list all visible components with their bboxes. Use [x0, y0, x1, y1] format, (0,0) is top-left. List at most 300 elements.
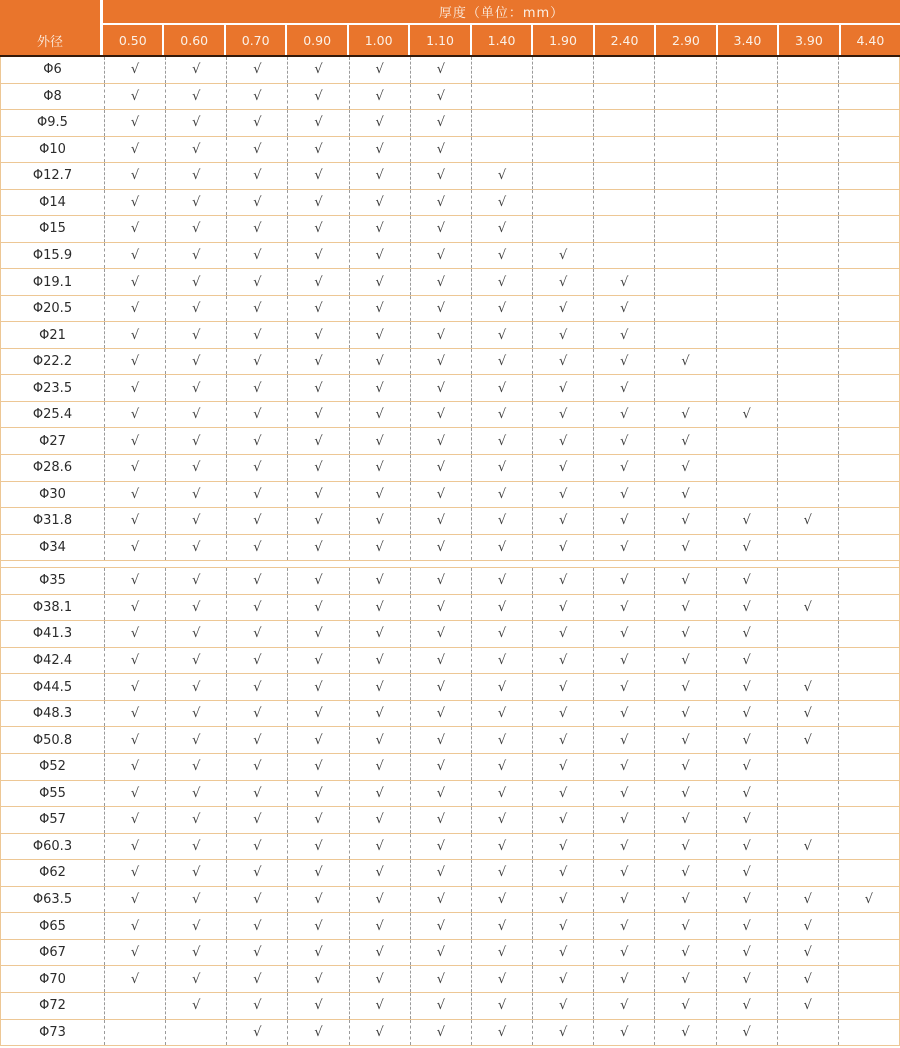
empty-cell	[838, 701, 899, 727]
check-cell: √	[165, 322, 226, 348]
empty-cell	[716, 428, 777, 454]
check-cell: √	[165, 781, 226, 807]
check-cell: √	[593, 727, 654, 753]
check-cell: √	[104, 781, 165, 807]
check-cell: √	[471, 482, 532, 508]
table-row	[1, 508, 899, 535]
empty-cell	[471, 137, 532, 163]
check-cell: √	[471, 621, 532, 647]
check-cell: √	[716, 966, 777, 992]
diameter-label: Φ34	[39, 539, 66, 555]
empty-cell	[654, 322, 715, 348]
section-divider	[1, 561, 899, 568]
table-row	[1, 913, 899, 940]
check-cell: √	[165, 84, 226, 110]
check-cell: √	[165, 535, 226, 561]
diameter-label: Φ38.1	[32, 599, 73, 615]
check-cell: √	[777, 966, 838, 992]
empty-cell	[777, 375, 838, 401]
check-cell: √	[410, 216, 471, 242]
check-cell: √	[226, 296, 287, 322]
thickness-header-group	[103, 0, 900, 55]
check-cell: √	[777, 701, 838, 727]
check-cell: √	[104, 322, 165, 348]
check-cell: √	[287, 428, 348, 454]
table-row	[1, 190, 899, 217]
check-cell: √	[226, 913, 287, 939]
check-cell: √	[716, 807, 777, 833]
empty-cell	[838, 648, 899, 674]
check-cell: √	[716, 727, 777, 753]
thickness-col-header: 3.40	[718, 25, 779, 55]
check-cell: √	[165, 163, 226, 189]
check-cell: √	[349, 674, 410, 700]
empty-cell	[716, 322, 777, 348]
check-cell: √	[716, 754, 777, 780]
empty-cell	[838, 137, 899, 163]
check-cell: √	[471, 243, 532, 269]
check-cell: √	[104, 727, 165, 753]
empty-cell	[777, 482, 838, 508]
table-row	[1, 402, 899, 429]
empty-cell	[838, 535, 899, 561]
empty-cell	[593, 243, 654, 269]
table-row	[1, 428, 899, 455]
check-cell: √	[104, 455, 165, 481]
check-cell: √	[104, 84, 165, 110]
check-cell: √	[349, 966, 410, 992]
empty-cell	[777, 568, 838, 594]
empty-cell	[654, 137, 715, 163]
check-cell: √	[226, 402, 287, 428]
check-cell: √	[471, 163, 532, 189]
empty-cell	[716, 110, 777, 136]
table-row	[1, 322, 899, 349]
check-cell: √	[471, 993, 532, 1019]
empty-cell	[777, 190, 838, 216]
empty-cell	[777, 137, 838, 163]
empty-cell	[838, 428, 899, 454]
empty-cell	[838, 402, 899, 428]
check-cell: √	[410, 57, 471, 83]
check-cell: √	[226, 269, 287, 295]
check-cell: √	[593, 1020, 654, 1046]
check-cell: √	[287, 402, 348, 428]
check-cell: √	[410, 568, 471, 594]
empty-cell	[838, 940, 899, 966]
check-cell: √	[349, 508, 410, 534]
thickness-col-header: 1.10	[410, 25, 471, 55]
check-cell: √	[226, 887, 287, 913]
empty-cell	[838, 243, 899, 269]
check-cell: √	[349, 163, 410, 189]
check-cell: √	[287, 482, 348, 508]
check-cell: √	[532, 296, 593, 322]
table-row	[1, 807, 899, 834]
check-cell: √	[593, 621, 654, 647]
diameter-label: Φ52	[39, 759, 66, 775]
check-cell: √	[287, 535, 348, 561]
check-cell: √	[349, 913, 410, 939]
check-cell: √	[349, 243, 410, 269]
check-cell: √	[287, 913, 348, 939]
table-row	[1, 1020, 899, 1047]
diameter-label: Φ62	[39, 865, 66, 881]
check-cell: √	[287, 860, 348, 886]
check-cell: √	[349, 807, 410, 833]
check-cell: √	[226, 84, 287, 110]
check-cell: √	[410, 913, 471, 939]
empty-cell	[777, 621, 838, 647]
thickness-col-header: 2.90	[656, 25, 717, 55]
table-row	[1, 887, 899, 914]
check-cell: √	[104, 621, 165, 647]
check-cell: √	[777, 595, 838, 621]
empty-cell	[838, 781, 899, 807]
empty-cell	[838, 57, 899, 83]
check-cell: √	[104, 163, 165, 189]
check-cell: √	[104, 913, 165, 939]
check-cell: √	[654, 595, 715, 621]
table-row	[1, 216, 899, 243]
thickness-header-row	[103, 25, 900, 55]
check-cell: √	[410, 137, 471, 163]
check-cell: √	[165, 754, 226, 780]
empty-cell	[777, 754, 838, 780]
table-row	[1, 482, 899, 509]
empty-cell	[593, 216, 654, 242]
check-cell: √	[226, 57, 287, 83]
empty-cell	[716, 190, 777, 216]
thickness-col-header: 0.90	[287, 25, 348, 55]
diameter-label: Φ48.3	[32, 706, 73, 722]
table-row	[1, 860, 899, 887]
check-cell: √	[104, 754, 165, 780]
table-row	[1, 269, 899, 296]
diameter-label: Φ23.5	[32, 380, 73, 396]
check-cell: √	[287, 754, 348, 780]
empty-cell	[716, 137, 777, 163]
check-cell: √	[654, 1020, 715, 1046]
check-cell: √	[349, 402, 410, 428]
empty-cell	[654, 375, 715, 401]
table-row	[1, 621, 899, 648]
empty-cell	[716, 163, 777, 189]
check-cell: √	[654, 966, 715, 992]
check-cell: √	[593, 966, 654, 992]
check-cell: √	[410, 243, 471, 269]
check-cell: √	[471, 375, 532, 401]
empty-cell	[716, 482, 777, 508]
check-cell: √	[593, 296, 654, 322]
check-cell: √	[471, 913, 532, 939]
check-cell: √	[165, 595, 226, 621]
check-cell: √	[165, 621, 226, 647]
empty-cell	[654, 269, 715, 295]
empty-cell	[777, 322, 838, 348]
check-cell: √	[349, 296, 410, 322]
check-cell: √	[654, 568, 715, 594]
empty-cell	[532, 84, 593, 110]
check-cell: √	[654, 701, 715, 727]
check-cell: √	[777, 508, 838, 534]
check-cell: √	[349, 648, 410, 674]
empty-cell	[777, 163, 838, 189]
table-row	[1, 349, 899, 376]
check-cell: √	[226, 535, 287, 561]
empty-cell	[838, 674, 899, 700]
check-cell: √	[165, 455, 226, 481]
check-cell: √	[716, 568, 777, 594]
check-cell: √	[287, 568, 348, 594]
check-cell: √	[287, 110, 348, 136]
check-cell: √	[165, 296, 226, 322]
diameter-label: Φ63.5	[32, 892, 73, 908]
check-cell: √	[410, 110, 471, 136]
empty-cell	[716, 84, 777, 110]
check-cell: √	[410, 428, 471, 454]
empty-cell	[654, 296, 715, 322]
empty-cell	[716, 57, 777, 83]
check-cell: √	[165, 508, 226, 534]
check-cell: √	[593, 568, 654, 594]
check-cell: √	[654, 674, 715, 700]
empty-cell	[838, 913, 899, 939]
empty-cell	[777, 1020, 838, 1046]
table-row	[1, 966, 899, 993]
check-cell: √	[104, 648, 165, 674]
check-cell: √	[104, 535, 165, 561]
check-cell: √	[410, 727, 471, 753]
check-cell: √	[471, 595, 532, 621]
check-cell: √	[410, 1020, 471, 1046]
empty-cell	[104, 993, 165, 1019]
check-cell: √	[226, 163, 287, 189]
table-row	[1, 648, 899, 675]
empty-cell	[838, 296, 899, 322]
check-cell: √	[104, 57, 165, 83]
check-cell: √	[654, 349, 715, 375]
diameter-label: Φ19.1	[32, 274, 73, 290]
check-cell: √	[287, 834, 348, 860]
check-cell: √	[165, 216, 226, 242]
empty-cell	[471, 84, 532, 110]
check-cell: √	[287, 57, 348, 83]
check-cell: √	[104, 860, 165, 886]
check-cell: √	[287, 674, 348, 700]
diameter-label: Φ42.4	[32, 652, 73, 668]
check-cell: √	[287, 243, 348, 269]
check-cell: √	[654, 781, 715, 807]
diameter-label: Φ72	[39, 998, 66, 1014]
diameter-label: Φ35	[39, 573, 66, 589]
check-cell: √	[654, 648, 715, 674]
check-cell: √	[410, 349, 471, 375]
check-cell: √	[165, 701, 226, 727]
check-cell: √	[226, 860, 287, 886]
check-cell: √	[226, 966, 287, 992]
diameter-label: Φ41.3	[32, 626, 73, 642]
check-cell: √	[104, 595, 165, 621]
check-cell: √	[165, 648, 226, 674]
check-cell: √	[654, 428, 715, 454]
empty-cell	[838, 216, 899, 242]
check-cell: √	[165, 860, 226, 886]
empty-cell	[838, 110, 899, 136]
check-cell: √	[410, 940, 471, 966]
check-cell: √	[410, 807, 471, 833]
empty-cell	[777, 84, 838, 110]
table-row	[1, 727, 899, 754]
check-cell: √	[471, 860, 532, 886]
check-cell: √	[593, 993, 654, 1019]
check-cell: √	[287, 163, 348, 189]
check-cell: √	[593, 674, 654, 700]
check-cell: √	[287, 727, 348, 753]
check-cell: √	[165, 110, 226, 136]
check-cell: √	[349, 860, 410, 886]
check-cell: √	[716, 701, 777, 727]
empty-cell	[593, 190, 654, 216]
check-cell: √	[165, 993, 226, 1019]
thickness-col-header: 1.00	[349, 25, 410, 55]
check-cell: √	[287, 1020, 348, 1046]
check-cell: √	[410, 296, 471, 322]
check-cell: √	[287, 84, 348, 110]
check-cell: √	[654, 913, 715, 939]
check-cell: √	[349, 57, 410, 83]
check-cell: √	[716, 1020, 777, 1046]
diameter-label: Φ22.2	[32, 354, 73, 370]
empty-cell	[777, 455, 838, 481]
check-cell: √	[471, 807, 532, 833]
check-cell: √	[349, 216, 410, 242]
empty-cell	[777, 216, 838, 242]
check-cell: √	[165, 727, 226, 753]
check-cell: √	[532, 595, 593, 621]
empty-cell	[593, 137, 654, 163]
check-cell: √	[532, 674, 593, 700]
diameter-label: Φ14	[39, 194, 66, 210]
check-cell: √	[349, 595, 410, 621]
check-cell: √	[471, 701, 532, 727]
diameter-label: Φ27	[39, 433, 66, 449]
check-cell: √	[226, 621, 287, 647]
check-cell: √	[716, 535, 777, 561]
table-body	[0, 57, 900, 1046]
check-cell: √	[287, 216, 348, 242]
empty-cell	[165, 1020, 226, 1046]
empty-cell	[716, 269, 777, 295]
empty-cell	[777, 807, 838, 833]
table-row	[1, 781, 899, 808]
table-section-2	[1, 568, 899, 1046]
check-cell: √	[716, 508, 777, 534]
empty-cell	[838, 322, 899, 348]
check-cell: √	[471, 754, 532, 780]
diameter-label: Φ60.3	[32, 838, 73, 854]
check-cell: √	[716, 402, 777, 428]
check-cell: √	[226, 993, 287, 1019]
check-cell: √	[165, 834, 226, 860]
check-cell: √	[349, 887, 410, 913]
check-cell: √	[593, 322, 654, 348]
check-cell: √	[716, 781, 777, 807]
check-cell: √	[593, 887, 654, 913]
check-cell: √	[471, 269, 532, 295]
check-cell: √	[287, 455, 348, 481]
check-cell: √	[287, 190, 348, 216]
check-cell: √	[410, 966, 471, 992]
check-cell: √	[226, 648, 287, 674]
check-cell: √	[104, 428, 165, 454]
empty-cell	[471, 57, 532, 83]
empty-cell	[838, 834, 899, 860]
check-cell: √	[471, 216, 532, 242]
check-cell: √	[104, 807, 165, 833]
check-cell: √	[654, 807, 715, 833]
check-cell: √	[593, 375, 654, 401]
table-row	[1, 375, 899, 402]
check-cell: √	[593, 834, 654, 860]
empty-cell	[593, 57, 654, 83]
check-cell: √	[349, 455, 410, 481]
check-cell: √	[226, 243, 287, 269]
check-cell: √	[165, 349, 226, 375]
check-cell: √	[593, 940, 654, 966]
check-cell: √	[532, 269, 593, 295]
diameter-label: Φ12.7	[32, 168, 73, 184]
check-cell: √	[165, 913, 226, 939]
diameter-label: Φ50.8	[32, 732, 73, 748]
check-cell: √	[165, 190, 226, 216]
empty-cell	[838, 966, 899, 992]
diameter-label: Φ10	[39, 141, 66, 157]
check-cell: √	[716, 595, 777, 621]
check-cell: √	[226, 807, 287, 833]
empty-cell	[716, 216, 777, 242]
check-cell: √	[104, 674, 165, 700]
check-cell: √	[349, 482, 410, 508]
check-cell: √	[104, 269, 165, 295]
check-cell: √	[410, 860, 471, 886]
thickness-col-header: 2.40	[595, 25, 656, 55]
check-cell: √	[226, 190, 287, 216]
diameter-label: Φ25.4	[32, 407, 73, 423]
check-cell: √	[716, 674, 777, 700]
check-cell: √	[777, 834, 838, 860]
check-cell: √	[532, 535, 593, 561]
check-cell: √	[593, 781, 654, 807]
empty-cell	[838, 621, 899, 647]
check-cell: √	[226, 781, 287, 807]
check-cell: √	[532, 482, 593, 508]
check-cell: √	[104, 110, 165, 136]
check-cell: √	[471, 834, 532, 860]
check-cell: √	[716, 887, 777, 913]
check-cell: √	[349, 375, 410, 401]
check-cell: √	[349, 322, 410, 348]
check-cell: √	[532, 940, 593, 966]
check-cell: √	[471, 727, 532, 753]
check-cell: √	[593, 269, 654, 295]
empty-cell	[716, 455, 777, 481]
check-cell: √	[532, 455, 593, 481]
table-row	[1, 243, 899, 270]
empty-cell	[838, 508, 899, 534]
diameter-label: Φ15.9	[32, 247, 73, 263]
empty-cell	[532, 57, 593, 83]
